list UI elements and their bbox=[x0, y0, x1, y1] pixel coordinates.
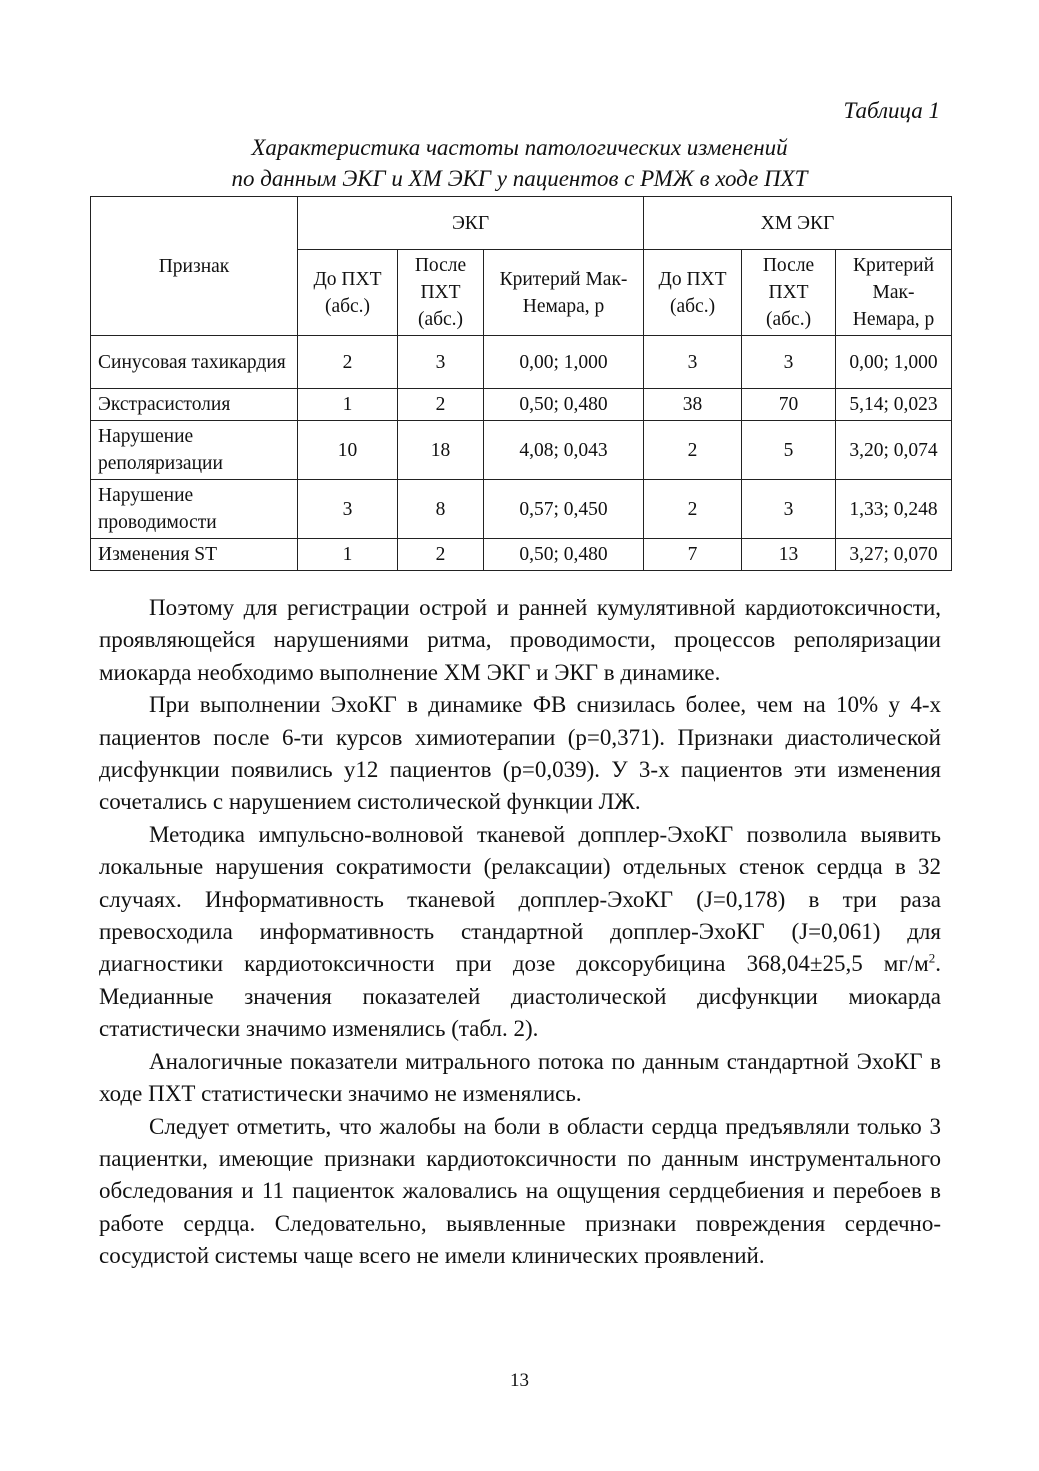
paragraph-3-text: Методика импульсно-волновой тканевой допплер-ЭхоКГ позволила выявить локальные нарушения сократимости (релаксации) отдельных стенок сердца в 32 случаях. Информативность тканевой допплер-ЭхоКГ (J=0,178) в три раза превосходила информативность стандартной допплер-ЭхоКГ (J=0,061) для диагностики кардиотоксичности при дозе доксорубицина 368,04±25,5 мг/м bbox=[99, 821, 941, 977]
table-row bbox=[91, 539, 952, 571]
table-row bbox=[91, 336, 952, 389]
page-number: 13 bbox=[510, 1370, 529, 1391]
cell-ekg-after: 3 bbox=[398, 336, 484, 389]
cell-ekg-before: 2 bbox=[298, 336, 398, 389]
paragraph-5: Следует отметить, что жалобы на боли в области сердца предъявляли только 3 пациентки, имеющие признаки кардиотоксичности по данным инструментального обследования и 11 пациенток жаловались на ощущения сердцебиения и перебоев в работе сердца. Следовательно, выявленные признаки повреждения сердечно-сосудистой системы чаще всего не имели клинических проявлений. bbox=[99, 1113, 941, 1269]
cell-holter-after: 13 bbox=[742, 539, 836, 571]
cell-ekg-before: 10 bbox=[298, 421, 398, 480]
paragraph-4: Аналогичные показатели митрального потока по данным стандартной ЭхоКГ в ходе ПХТ статистически значимо не изменялись. bbox=[99, 1048, 941, 1107]
table-caption-line-2: по данным ЭКГ и ХМ ЭКГ у пациентов с РМЖ в ходе ПХТ bbox=[231, 166, 808, 191]
cell-holter-after: 70 bbox=[742, 389, 836, 421]
header-feature: Признак bbox=[91, 197, 298, 336]
cell-ekg-after: 8 bbox=[398, 480, 484, 539]
table-caption bbox=[0, 132, 1039, 194]
cell-holter-before: 2 bbox=[644, 480, 742, 539]
cell-ekg-p: 0,50; 0,480 bbox=[484, 389, 644, 421]
header-holter-test: Критерий Мак-Немара, p bbox=[836, 250, 952, 336]
cell-ekg-before: 1 bbox=[298, 389, 398, 421]
header-holter-after: После ПХТ (абс.) bbox=[742, 250, 836, 336]
table-number: Таблица 1 bbox=[843, 98, 940, 123]
cell-ekg-after: 18 bbox=[398, 421, 484, 480]
header-ekg-test: Критерий Мак-Немара, p bbox=[484, 250, 644, 336]
results-table bbox=[90, 196, 952, 571]
header-group-ekg: ЭКГ bbox=[298, 197, 644, 250]
table-row bbox=[91, 389, 952, 421]
cell-ekg-after: 2 bbox=[398, 539, 484, 571]
paragraph-1: Поэтому для регистрации острой и ранней кумулятивной кардиотоксичности, проявляющейся нарушениями ритма, проводимости, процессов реполяризации миокарда необходимо выполнение ХМ ЭКГ и ЭКГ в динамике. bbox=[99, 595, 941, 685]
superscript-2: 2 bbox=[928, 950, 936, 966]
cell-holter-before: 7 bbox=[644, 539, 742, 571]
table-caption-line-1: Характеристика частоты патологических изменений bbox=[251, 135, 788, 160]
cell-holter-p: 1,33; 0,248 bbox=[836, 480, 952, 539]
header-holter-before: До ПХТ (абс.) bbox=[644, 250, 742, 336]
cell-ekg-after: 2 bbox=[398, 389, 484, 421]
cell-holter-p: 5,14; 0,023 bbox=[836, 389, 952, 421]
cell-holter-after: 3 bbox=[742, 480, 836, 539]
cell-feature: Нарушение реполяризации bbox=[91, 421, 298, 480]
cell-ekg-p: 4,08; 0,043 bbox=[484, 421, 644, 480]
cell-ekg-p: 0,57; 0,450 bbox=[484, 480, 644, 539]
header-group-holter: ХМ ЭКГ bbox=[644, 197, 952, 250]
cell-ekg-before: 1 bbox=[298, 539, 398, 571]
table-row bbox=[91, 421, 952, 480]
cell-holter-after: 5 bbox=[742, 421, 836, 480]
cell-ekg-p: 0,00; 1,000 bbox=[484, 336, 644, 389]
cell-feature: Экстрасистолия bbox=[91, 389, 298, 421]
cell-holter-before: 3 bbox=[644, 336, 742, 389]
body-text bbox=[99, 592, 941, 1273]
cell-ekg-p: 0,50; 0,480 bbox=[484, 539, 644, 571]
cell-holter-after: 3 bbox=[742, 336, 836, 389]
cell-holter-p: 3,20; 0,074 bbox=[836, 421, 952, 480]
cell-feature: Нарушение проводимости bbox=[91, 480, 298, 539]
paragraph-3 bbox=[99, 819, 941, 1046]
cell-feature: Изменения ST bbox=[91, 539, 298, 571]
header-ekg-after: После ПХТ (абс.) bbox=[398, 250, 484, 336]
cell-holter-before: 38 bbox=[644, 389, 742, 421]
header-ekg-before: До ПХТ (абс.) bbox=[298, 250, 398, 336]
paragraph-2: При выполнении ЭхоКГ в динамике ФВ снизилась более, чем на 10% у 4-х пациентов после 6-ти курсов химиотерапии (р=0,371). Признаки диастолической дисфункции появились у12 пациентов (р=0,039). У 3-х пациентов эти изменения сочетались с нарушением систолической функции ЛЖ. bbox=[99, 692, 941, 815]
paragraph-3-text-end: . Медианные значения показателей диастолической дисфункции миокарда статистически значимо изменялись (табл. 2). bbox=[99, 951, 941, 1042]
table-header-row-groups bbox=[91, 197, 952, 250]
cell-holter-p: 3,27; 0,070 bbox=[836, 539, 952, 571]
cell-holter-p: 0,00; 1,000 bbox=[836, 336, 952, 389]
table-row bbox=[91, 480, 952, 539]
cell-ekg-before: 3 bbox=[298, 480, 398, 539]
cell-holter-before: 2 bbox=[644, 421, 742, 480]
cell-feature: Синусовая тахикардия bbox=[91, 336, 298, 389]
